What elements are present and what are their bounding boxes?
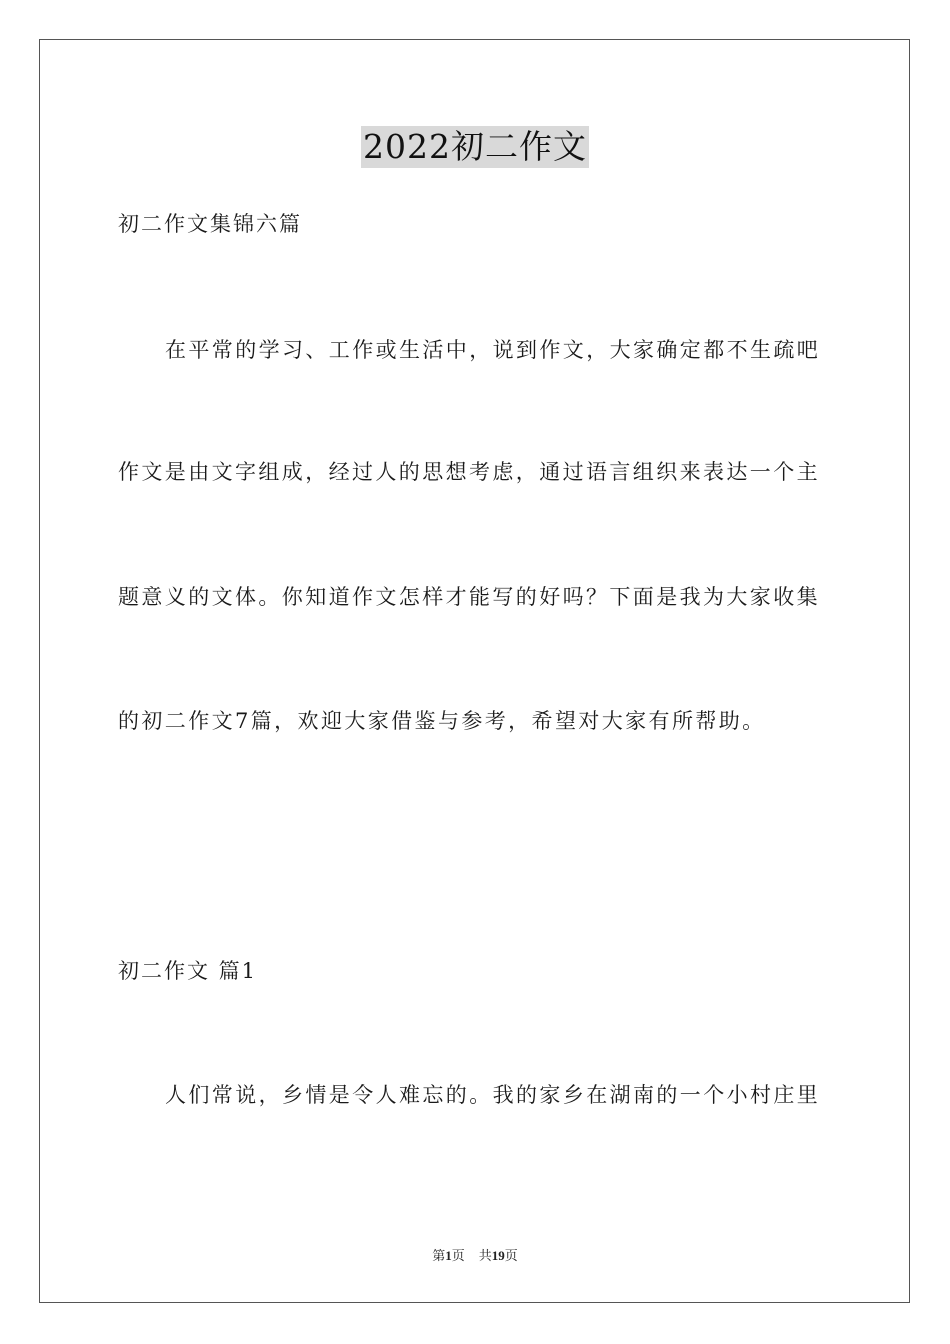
page-footer xyxy=(0,1247,950,1266)
footer-page-suffix: 页 xyxy=(451,1249,465,1264)
footer-page-prefix: 第 xyxy=(432,1249,446,1264)
title-container xyxy=(0,126,950,168)
footer-total-suffix: 页 xyxy=(504,1249,518,1264)
footer-page-number: 1 xyxy=(445,1248,452,1263)
document-title: 2022初二作文 xyxy=(363,127,587,166)
intro-line-4: 的初二作文7篇，欢迎大家借鉴与参考，希望对大家有所帮助。 xyxy=(118,709,766,733)
footer-total-pages: 19 xyxy=(491,1248,505,1263)
section-line-1: 人们常说，乡情是令人难忘的。我的家乡在湖南的一个小村庄里 xyxy=(165,1083,821,1107)
intro-line-2: 作文是由文字组成，经过人的思想考虑，通过语言组织来表达一个主 xyxy=(118,460,820,484)
section-heading: 初二作文 篇1 xyxy=(118,959,258,983)
document-subtitle: 初二作文集锦六篇 xyxy=(118,212,302,236)
footer-total-prefix: 共 xyxy=(478,1249,492,1264)
intro-line-1: 在平常的学习、工作或生活中，说到作文，大家确定都不生疏吧 xyxy=(165,338,821,362)
intro-line-3: 题意义的文体。你知道作文怎样才能写的好吗？下面是我为大家收集 xyxy=(118,585,820,609)
